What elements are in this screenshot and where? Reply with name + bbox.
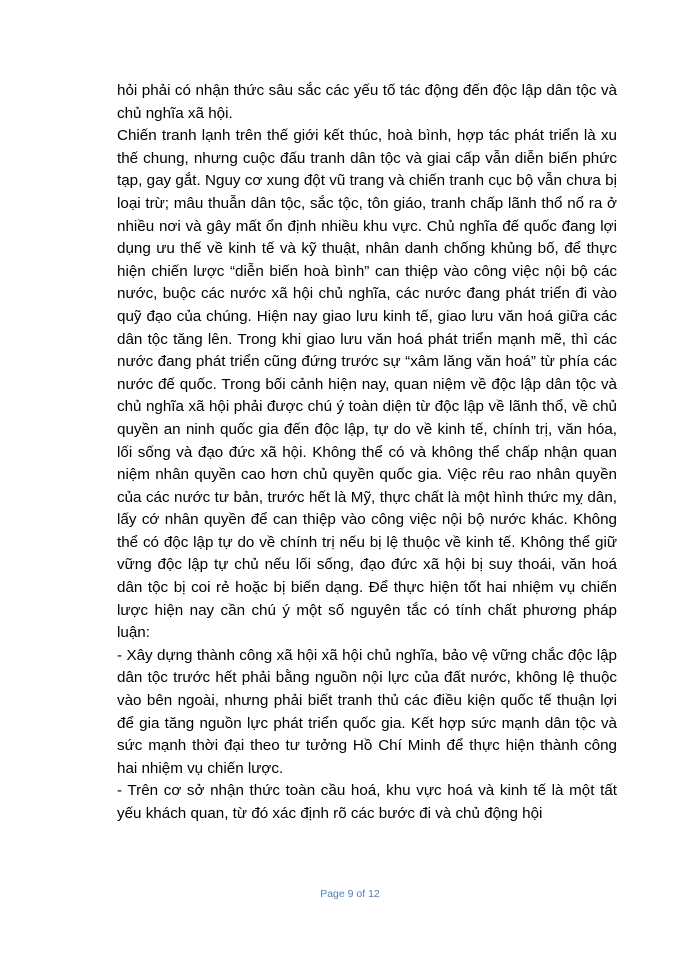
page-number-footer: Page 9 of 12 [320, 888, 380, 900]
paragraph-1: hỏi phải có nhận thức sâu sắc các yếu tố tác động đến độc lập dân tộc và chủ nghĩa xã hội. [117, 82, 617, 122]
paragraph-3: - Xây dựng thành công xã hội xã hội chủ nghĩa, bảo vệ vững chắc độc lập dân tộc trước hết phải bằng nguồn nội lực của đất nước, không lệ thuộc vào bên ngoài, nhưng phải biết tranh thủ các điều kiện quốc tế thuận lợi để gia tăng nguồn lực phát triển quốc gia. Kết hợp sức mạnh dân tộc và sức mạnh thời đại theo tư tưởng Hồ Chí Minh để thực hiện thành công hai nhiệm vụ chiến lược. [117, 646, 617, 777]
paragraph-2: Chiến tranh lạnh trên thế giới kết thúc, hoà bình, hợp tác phát triển là xu thế chung, nhưng cuộc đấu tranh dân tộc và giai cấp vẫn diễn biến phức tạp, gay gắt. Nguy cơ xung đột vũ trang và chiến tranh cục bộ vẫn chưa bị loại trừ; mâu thuẫn dân tộc, sắc tộc, tôn giáo, tranh chấp lãnh thổ nổ ra ở nhiều nơi và gây mất ổn định nhiều khu vực. Chủ nghĩa đế quốc đang lợi dụng ưu thế về kinh tế và kỹ thuật, nhân danh chống khủng bố, để thực hiện chiến lược “diễn biến hoà bình” can thiệp vào công việc nội bộ các nước, buộc các nước xã hội chủ nghĩa, các nước đang phát triển đi vào quỹ đạo của chúng. Hiện nay giao lưu kinh tế, giao lưu văn hoá giữa các dân tộc tăng lên. Trong khi giao lưu văn hoá phát triển mạnh mẽ, thì các nước đang phát triển cũng đứng trước sự “xâm lăng văn hoá” từ phía các nước đế quốc. Trong bối cảnh hiện nay, quan niệm về độc lập dân tộc và chủ nghĩa xã hội phải được chú ý toàn diện từ độc lập về lãnh thổ, về chủ quyền an ninh quốc gia đến độc lập, tự do về kinh tế, chính trị, văn hóa, lối sống và đạo đức xã hội. Không thể có và không thể chấp nhận quan niệm nhân quyền cao hơn chủ quyền quốc gia. Việc rêu rao nhân quyền của các nước tư bản, trước hết là Mỹ, thực chất là một hình thức mỵ dân, lấy cớ nhân quyền để can thiệp vào công việc nội bộ nước khác. Không thể có độc lập tự do về chính trị nếu bị lệ thuộc về kinh tế. Không thể giữ vững độc lập tự chủ nếu lối sống, đạo đức xã hội bị suy thoái, văn hoá dân tộc bị coi rẻ hoặc bị biến dạng. Để thực hiện tốt hai nhiệm vụ chiến lược hiện nay cần chú ý một số nguyên tắc có tính chất phương pháp luận: [117, 127, 617, 642]
document-body [117, 80, 617, 826]
paragraph-4: - Trên cơ sở nhận thức toàn cầu hoá, khu vực hoá và kinh tế là một tất yếu khách quan, từ đó xác định rõ các bước đi và chủ động hội [117, 782, 617, 822]
